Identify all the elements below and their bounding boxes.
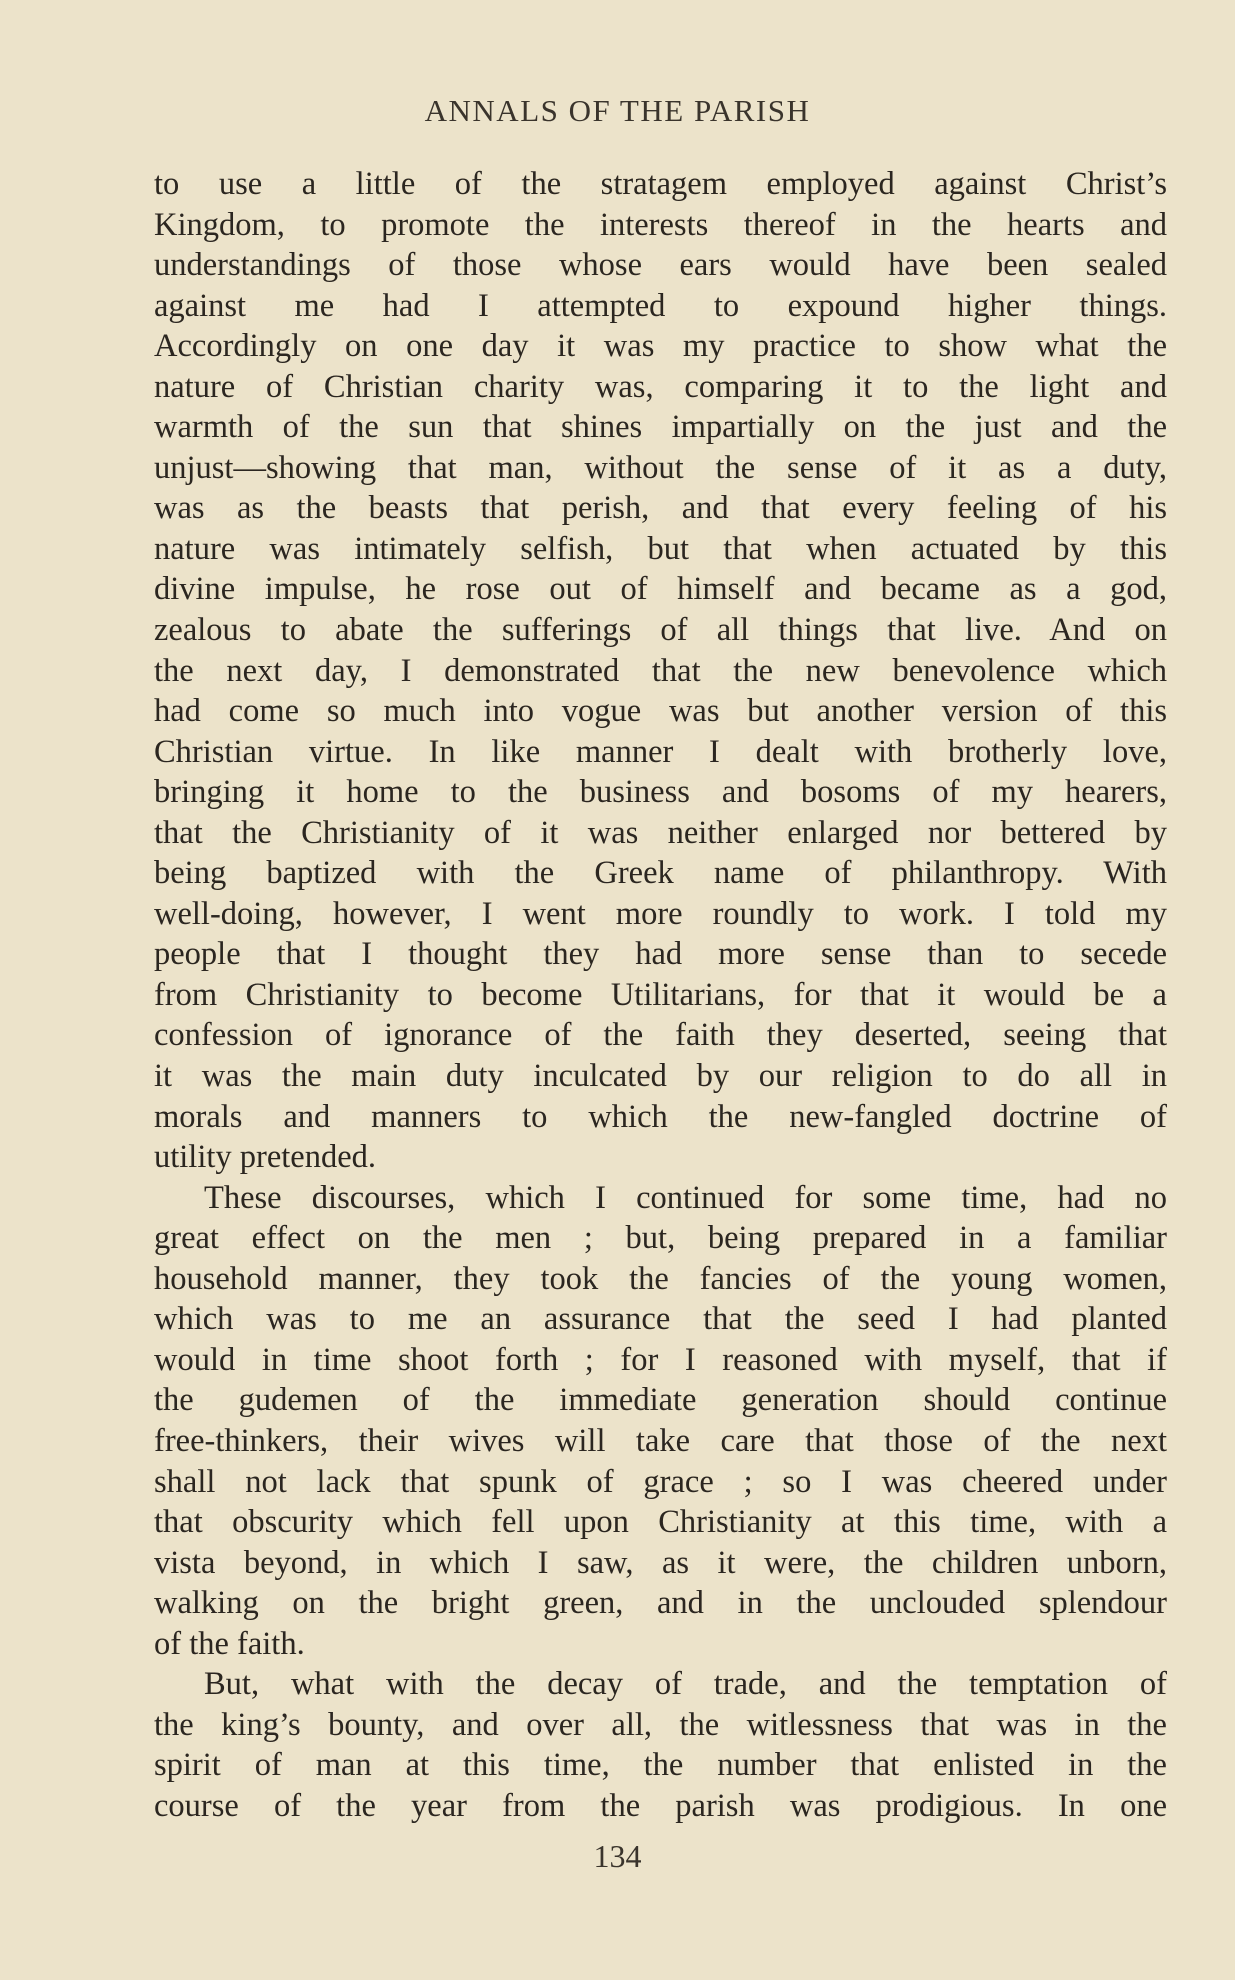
text-line: that obscurity which fell upon Christianity at this time, with a [154, 1504, 1167, 1541]
text-line: vista beyond, in which I saw, as it were, the children unborn, [154, 1544, 1167, 1581]
text-line: unjust—showing that man, without the sense of it as a duty, [154, 449, 1167, 486]
text-line: to use a little of the stratagem employed against Christ’s [154, 166, 1167, 202]
text-line: was as the beasts that perish, and that every feeling of his [154, 490, 1167, 527]
text-line: course of the year from the parish was prodigious. In one [154, 1787, 1167, 1824]
text-line: that the Christianity of it was neither enlarged nor bettered by [154, 814, 1167, 851]
text-line: the next day, I demonstrated that the new benevolence which [154, 652, 1167, 689]
text-line: great effect on the men ; but, being prepared in a familiar [154, 1220, 1167, 1257]
text-line: it was the main duty inculcated by our religion to do all in [154, 1058, 1167, 1095]
text-line: These discourses, which I continued for some time, had no [204, 1179, 1167, 1216]
text-line: Kingdom, to promote the interests thereof in the hearts and [154, 206, 1167, 243]
text-line: walking on the bright green, and in the unclouded splendour [154, 1585, 1167, 1622]
text-line: shall not lack that spunk of grace ; so I was cheered under [154, 1463, 1167, 1500]
text-line: from Christianity to become Utilitarians, for that it would be a [154, 976, 1167, 1013]
text-line: household manner, they took the fancies of the young women, [154, 1260, 1167, 1297]
text-line: the king’s bounty, and over all, the witlessness that was in the [154, 1706, 1167, 1743]
text-line: nature of Christian charity was, comparing it to the light and [154, 368, 1167, 405]
page-body-text [154, 164, 1167, 1826]
text-line: morals and manners to which the new-fangled doctrine of [154, 1098, 1167, 1135]
text-line: free-thinkers, their wives will take care that those of the next [154, 1422, 1167, 1459]
text-line: Accordingly on one day it was my practice to show what the [154, 328, 1167, 365]
text-line: which was to me an assurance that the seed I had planted [154, 1301, 1167, 1338]
text-line: against me had I attempted to expound higher things. [154, 287, 1167, 324]
text-line: bringing it home to the business and bosoms of my hearers, [154, 774, 1167, 811]
text-line: of the faith. [154, 1625, 305, 1662]
text-line: understandings of those whose ears would have been sealed [154, 247, 1167, 284]
text-line: But, what with the decay of trade, and the temptation of [204, 1666, 1167, 1703]
text-line: would in time shoot forth ; for I reasoned with myself, that if [154, 1341, 1167, 1378]
text-line: nature was intimately selfish, but that when actuated by this [154, 530, 1167, 567]
text-line: well-doing, however, I went more roundly to work. I told my [154, 895, 1167, 932]
page-number: 134 [593, 1838, 642, 1874]
text-line: divine impulse, he rose out of himself and became as a god, [154, 571, 1167, 608]
text-line: utility pretended. [154, 1139, 377, 1176]
text-line: the gudemen of the immediate generation should continue [154, 1382, 1167, 1419]
text-line: Christian virtue. In like manner I dealt with brotherly love, [154, 733, 1167, 770]
text-line: confession of ignorance of the faith they deserted, seeing that [154, 1017, 1167, 1054]
text-line: people that I thought they had more sense than to secede [154, 936, 1167, 973]
running-title: ANNALS OF THE PARISH [424, 93, 811, 128]
text-line: had come so much into vogue was but another version of this [154, 693, 1167, 730]
text-line: warmth of the sun that shines impartially on the just and the [154, 409, 1167, 446]
text-line: being baptized with the Greek name of philanthropy. With [154, 855, 1167, 892]
text-line: zealous to abate the sufferings of all things that live. And on [154, 612, 1167, 649]
text-line: spirit of man at this time, the number that enlisted in the [154, 1747, 1167, 1784]
